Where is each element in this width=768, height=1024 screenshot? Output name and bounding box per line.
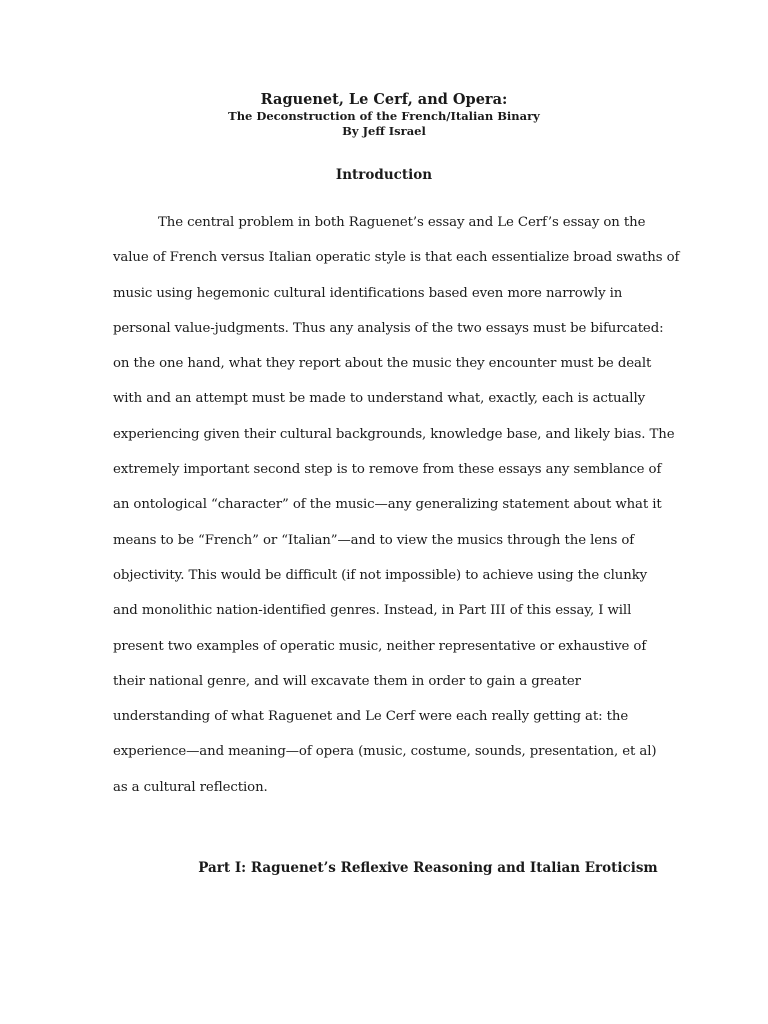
paragraph-line: on the one hand, what they report about the music they encounter must be dealt bbox=[113, 356, 652, 372]
paragraph-line: and monolithic nation-identified genres. Instead, in Part III of this essay, I will bbox=[113, 603, 632, 619]
paragraph-line: understanding of what Raguenet and Le Cerf were each really getting at: the bbox=[113, 709, 629, 725]
document-title: Raguenet, Le Cerf, and Opera: bbox=[260, 91, 508, 108]
document-author: By Jeff Israel bbox=[342, 124, 426, 138]
paragraph-line: experience—and meaning—of opera (music, costume, sounds, presentation, et al) bbox=[113, 744, 657, 760]
paragraph-line: experiencing given their cultural backgrounds, knowledge base, and likely bias. The bbox=[113, 426, 675, 442]
paragraph-line: extremely important second step is to remove from these essays any semblance of bbox=[113, 462, 662, 478]
paragraph-line: an ontological “character” of the music—any generalizing statement about what it bbox=[113, 497, 662, 513]
paragraph-line: objectivity. This would be difficult (if not impossible) to achieve using the clunky bbox=[113, 567, 648, 583]
title-block bbox=[0, 90, 768, 139]
paragraph-line: means to be “French” or “Italian”—and to view the musics through the lens of bbox=[113, 532, 635, 548]
introduction-paragraph bbox=[113, 205, 680, 805]
paragraph-line: present two examples of operatic music, neither representative or exhaustive of bbox=[113, 638, 647, 654]
part-one-heading: Part I: Raguenet’s Reflexive Reasoning and Italian Eroticism bbox=[198, 860, 658, 876]
paragraph-line: personal value-judgments. Thus any analysis of the two essays must be bifurcated: bbox=[113, 320, 664, 336]
paragraph-line: with and an attempt must be made to understand what, exactly, each is actually bbox=[113, 391, 646, 407]
document-subtitle: The Deconstruction of the French/Italian Binary bbox=[228, 109, 540, 123]
paragraph-line: their national genre, and will excavate them in order to gain a greater bbox=[113, 673, 581, 689]
paragraph-line: The central problem in both Raguenet’s essay and Le Cerf’s essay on the bbox=[158, 215, 646, 230]
introduction-heading: Introduction bbox=[335, 167, 433, 183]
paragraph-line: music using hegemonic cultural identifications based even more narrowly in bbox=[113, 285, 623, 301]
paragraph-line: as a cultural reflection. bbox=[113, 779, 268, 795]
paragraph-line: value of French versus Italian operatic style is that each essentialize broad swaths of bbox=[113, 250, 680, 266]
